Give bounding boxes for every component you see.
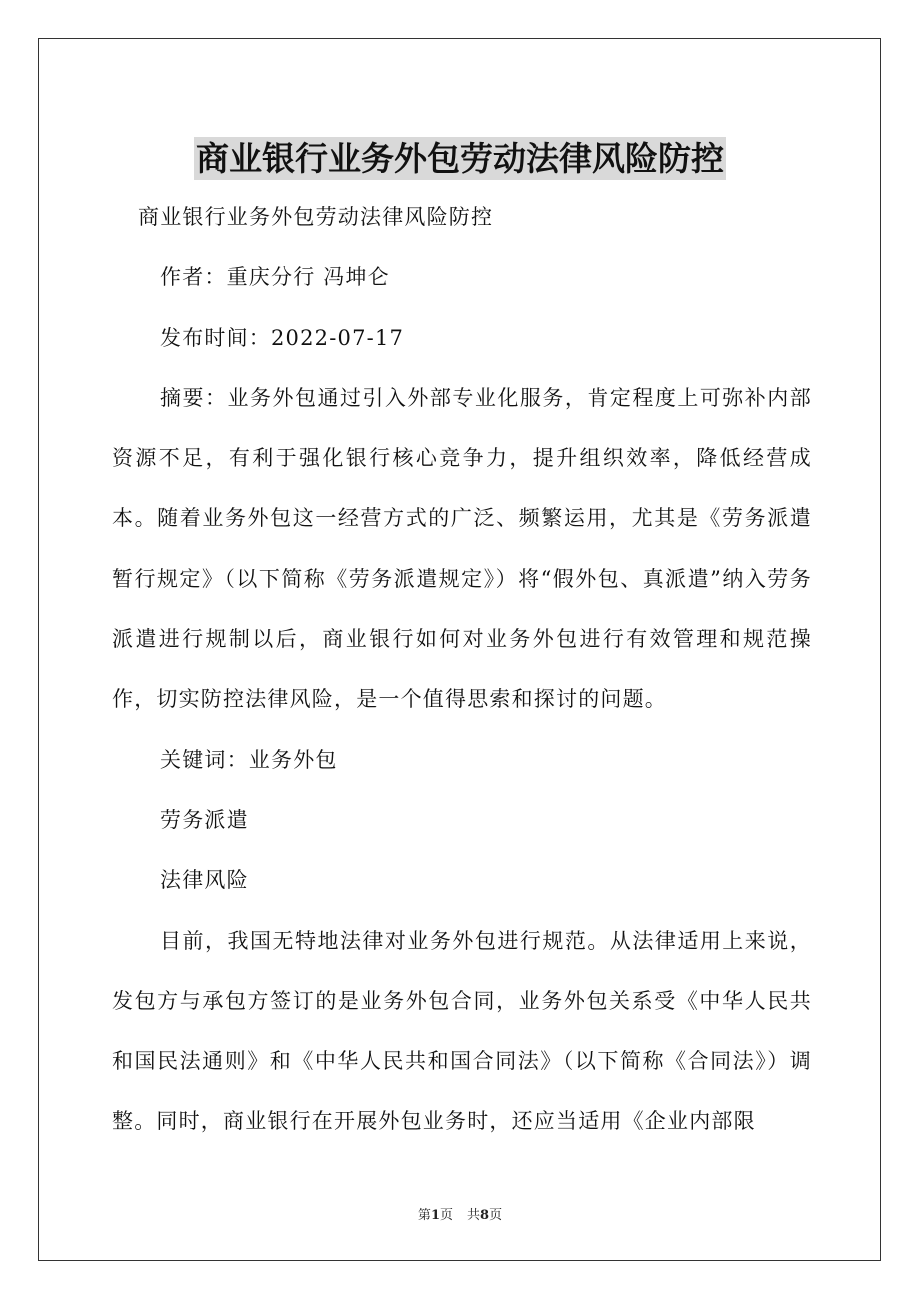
keywords-paragraph: 关键词：业务外包 [160, 747, 338, 772]
body-paragraph: 目前，我国无特地法律对业务外包进行规范。从法律适用上来说，发包方与承包方签订的是业务外包合同，业务外包关系受《中华人民共和国民法通则》和《中华人民共和国合同法》（以下简称《合同法》）调整。同时，商业银行在开展外包业务时，还应当适用《企业内部限 [112, 928, 812, 1134]
page-unit: 页 [439, 1208, 453, 1223]
page-prefix: 第 [417, 1208, 431, 1223]
subtitle-paragraph: 商业银行业务外包劳动法律风险防控 [138, 205, 494, 229]
document-title [0, 134, 920, 184]
total-page-number: 8 [480, 1208, 490, 1223]
total-prefix: 共 [467, 1208, 481, 1223]
current-page-number: 1 [430, 1208, 440, 1223]
publish-date-paragraph: 发布时间：2022-07-17 [160, 325, 405, 350]
document-title-text: 商业银行业务外包劳动法律风险防控 [196, 139, 724, 179]
keyword-item: 法律风险 [160, 868, 249, 893]
document-body [112, 187, 812, 1152]
keyword-item: 劳务派遣 [160, 807, 249, 832]
abstract-paragraph: 摘要：业务外包通过引入外部专业化服务，肯定程度上可弥补内部资源不足，有利于强化银行核心竞争力，提升组织效率，降低经营成本。随着业务外包这一经营方式的广泛、频繁运用，尤其是《劳务派遣暂行规定》（以下简称《劳务派遣规定》）将“假外包、真派遣”纳入劳务派遣进行规制以后，商业银行如何对业务外包进行有效管理和规范操作，切实防控法律风险，是一个值得思索和探讨的问题。 [112, 385, 812, 712]
page-footer [0, 1206, 920, 1226]
total-unit: 页 [489, 1208, 503, 1223]
author-paragraph: 作者：重庆分行 冯坤仑 [160, 265, 390, 290]
